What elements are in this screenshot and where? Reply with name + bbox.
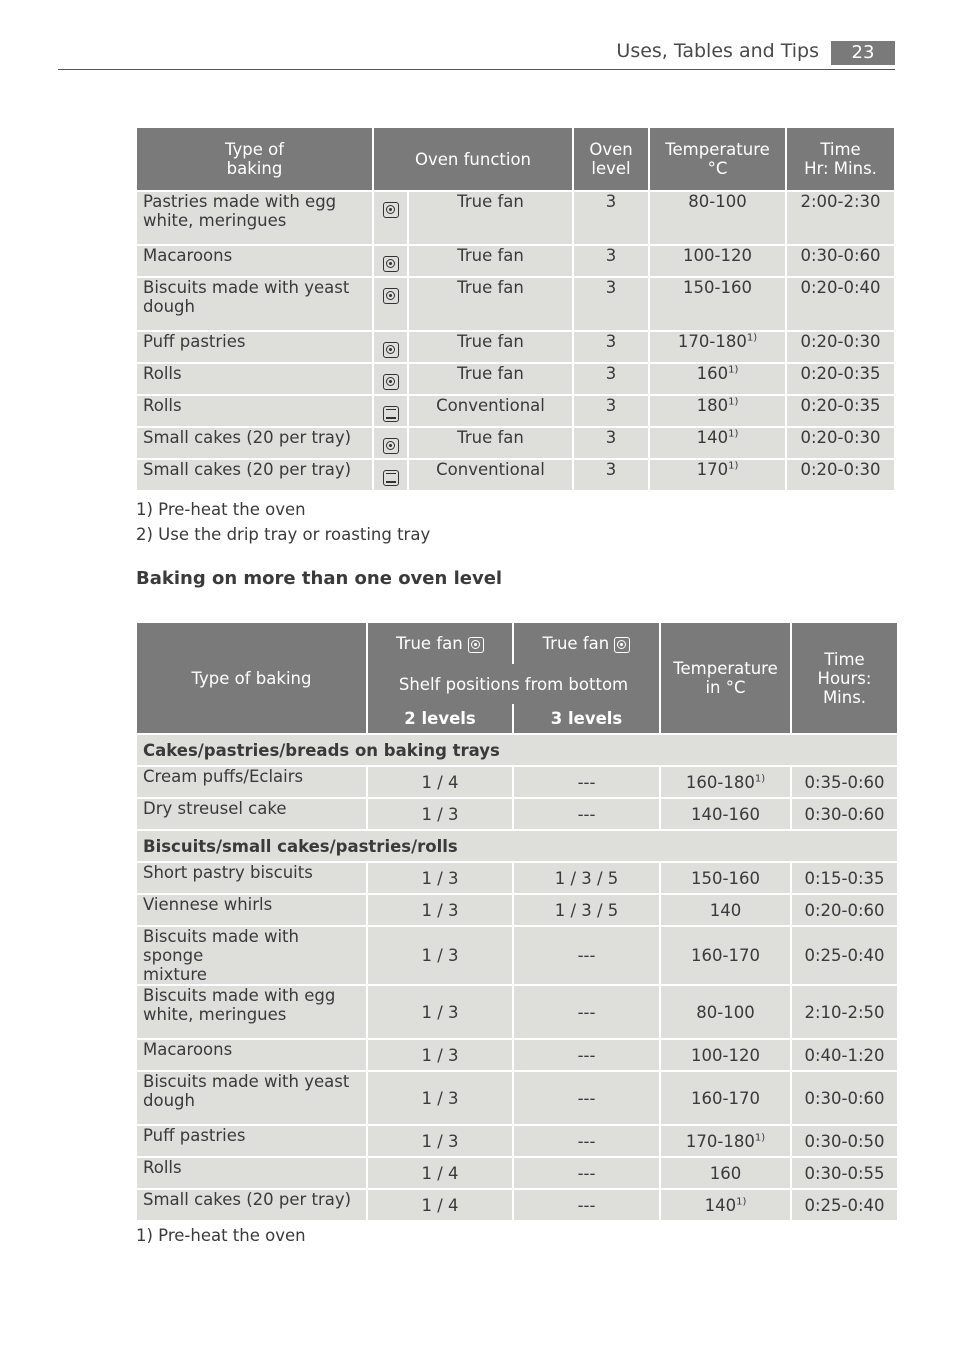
cell-2-levels: 1 / 3 [367,1039,513,1071]
table-row [136,363,895,395]
type-line: Pastries made with egg [143,192,337,211]
type-line: Viennese whirls [143,895,273,914]
table2-footnote-1: 1) Pre-heat the oven [136,1226,306,1245]
type-line: Rolls [143,364,182,383]
temp-value: 100-120 [683,246,752,265]
temp-value: 140 [709,900,742,920]
page-number: 23 [831,41,895,65]
cell-icon [373,363,408,395]
type-line: Rolls [143,1158,182,1177]
cell-function: True fan [408,331,573,363]
cell-temperature [660,798,791,830]
cell-time: 0:25-0:40 [791,926,898,985]
cell-time: 0:30-0:50 [791,1125,898,1157]
cell-3-levels: 1 / 3 / 5 [513,862,660,894]
type-line: Rolls [143,396,182,415]
temp-value: 160 [709,1163,742,1183]
fan-icon [383,288,399,304]
table-row [136,1039,898,1071]
table-row [136,1071,898,1125]
temp-value: 160-170 [691,1088,760,1108]
temp-value: 180 [696,396,729,415]
cell-temperature [660,1125,791,1157]
footnote-marker: 1) [754,773,766,784]
cell-temperature [660,766,791,798]
cell-function: True fan [408,191,573,245]
temp-value: 100-120 [691,1045,760,1065]
footnote-marker: 1) [728,364,739,376]
fan-icon [468,637,484,653]
cell-temperature [660,894,791,926]
cell-level: 3 [573,191,649,245]
type-line: Puff pastries [143,1126,246,1145]
cell-type [136,331,373,363]
table1-footnote-2: 2) Use the drip tray or roasting tray [136,525,431,544]
cell-type [136,1189,367,1221]
table-row [136,427,895,459]
temp-value: 160-180 [685,772,755,792]
type-line: Dry streusel cake [143,799,287,818]
cell-type [136,985,367,1039]
cell-3-levels: --- [513,798,660,830]
cell-level: 3 [573,245,649,277]
footnote-marker: 1) [728,460,739,472]
footnote-marker: 1) [754,1132,766,1143]
cell-type [136,798,367,830]
type-line: mixture [143,965,207,984]
cell-function: True fan [408,245,573,277]
table-row [136,459,895,491]
table-row [136,862,898,894]
cell-icon [373,191,408,245]
type-line: Biscuits made with sponge [143,927,299,965]
table-row [136,1125,898,1157]
cell-time: 0:15-0:35 [791,862,898,894]
cell-2-levels: 1 / 3 [367,894,513,926]
table-row [136,245,895,277]
cell-2-levels: 1 / 4 [367,1157,513,1189]
type-line: Small cakes (20 per tray) [143,1190,352,1209]
type-line: Short pastry biscuits [143,863,313,882]
cell-type [136,1039,367,1071]
cell-2-levels: 1 / 4 [367,1189,513,1221]
cell-3-levels: --- [513,926,660,985]
table-row [136,395,895,427]
cell-temperature [649,245,786,277]
temp-value: 140 [704,1195,737,1215]
type-line: dough [143,297,195,316]
temp-value: 140 [696,428,729,447]
cell-temperature [649,191,786,245]
conventional-icon [383,470,399,486]
type-line: Biscuits made with egg [143,986,336,1005]
cell-time: 0:30-0:60 [786,245,895,277]
col2-3-levels: 3 levels [513,704,660,734]
fan-icon [383,342,399,358]
cell-function: Conventional [408,459,573,491]
col2-true-fan-2: True fan [513,622,660,664]
cell-temperature [660,862,791,894]
cell-type [136,395,373,427]
cell-type [136,245,373,277]
table-row [136,1189,898,1221]
col2-time: Time Hours: Mins. [791,622,898,734]
footnote-marker: 1) [736,1196,747,1207]
cell-3-levels: --- [513,1157,660,1189]
cell-function: True fan [408,277,573,331]
footnote-marker: 1) [728,428,739,440]
type-line: Small cakes (20 per tray) [143,460,352,479]
type-line: Cream puffs/Eclairs [143,767,304,786]
cell-function: True fan [408,363,573,395]
cell-type [136,427,373,459]
cell-time: 0:20-0:30 [786,459,895,491]
cell-temperature [649,459,786,491]
cell-time: 0:30-0:60 [791,1071,898,1125]
type-line: Biscuits made with yeast [143,278,350,297]
type-line: Puff pastries [143,332,246,351]
page-header [58,36,895,70]
cell-time: 0:40-1:20 [791,1039,898,1071]
col-time: Time Hr: Mins. [786,127,895,191]
cell-time: 0:20-0:35 [786,395,895,427]
col2-true-fan-1: True fan [367,622,513,664]
cell-icon [373,427,408,459]
cell-2-levels: 1 / 3 [367,1071,513,1125]
cell-level: 3 [573,459,649,491]
col2-shelf-positions: Shelf positions from bottom [367,664,660,704]
cell-level: 3 [573,363,649,395]
cell-3-levels: 1 / 3 / 5 [513,894,660,926]
col-oven-level: Oven level [573,127,649,191]
cell-type [136,363,373,395]
cell-type [136,277,373,331]
cell-temperature [649,427,786,459]
cell-time: 0:20-0:30 [786,331,895,363]
temp-value: 170-180 [677,332,747,351]
cell-2-levels: 1 / 3 [367,926,513,985]
cell-level: 3 [573,331,649,363]
temp-value: 80-100 [696,1002,755,1022]
cell-type [136,862,367,894]
type-line: white, meringues [143,211,287,230]
conventional-icon [383,406,399,422]
cell-type [136,1157,367,1189]
table-row [136,191,895,245]
cell-3-levels: --- [513,985,660,1039]
col-type-of-baking: Type of baking [136,127,373,191]
table-row [136,926,898,985]
table-row [136,894,898,926]
cell-function: Conventional [408,395,573,427]
cell-icon [373,331,408,363]
group-heading: Biscuits/small cakes/pastries/rolls [136,830,898,862]
fan-icon [383,202,399,218]
temp-value: 160 [696,364,729,383]
cell-temperature [660,1157,791,1189]
fan-icon [383,438,399,454]
table-row [136,766,898,798]
table-row [136,1157,898,1189]
cell-type [136,926,367,985]
cell-type [136,459,373,491]
cell-time: 0:20-0:30 [786,427,895,459]
fan-icon [614,637,630,653]
fan-icon [383,256,399,272]
type-line: Macaroons [143,246,233,265]
cell-temperature [649,277,786,331]
baking-table-multi-level [135,621,899,1222]
table-row [136,331,895,363]
table1-footnote-1: 1) Pre-heat the oven [136,500,306,519]
cell-2-levels: 1 / 3 [367,1125,513,1157]
cell-time: 0:20-0:40 [786,277,895,331]
cell-time: 0:30-0:60 [791,798,898,830]
cell-level: 3 [573,427,649,459]
table1-body [136,191,895,491]
baking-table-single-level [135,126,896,492]
cell-level: 3 [573,395,649,427]
temp-value: 150-160 [691,868,760,888]
header-title: Uses, Tables and Tips [616,40,819,62]
cell-type [136,1071,367,1125]
col2-type-of-baking: Type of baking [136,622,367,734]
cell-icon [373,277,408,331]
cell-time: 0:35-0:60 [791,766,898,798]
cell-function: True fan [408,427,573,459]
cell-icon [373,395,408,427]
group-heading: Cakes/pastries/breads on baking trays [136,734,898,766]
cell-2-levels: 1 / 3 [367,862,513,894]
cell-temperature [649,395,786,427]
col2-2-levels: 2 levels [367,704,513,734]
temp-value: 150-160 [683,278,752,297]
cell-3-levels: --- [513,1071,660,1125]
cell-icon [373,245,408,277]
table-row [136,985,898,1039]
cell-2-levels: 1 / 3 [367,798,513,830]
cell-3-levels: --- [513,1189,660,1221]
cell-temperature [660,926,791,985]
cell-2-levels: 1 / 4 [367,766,513,798]
cell-time: 2:00-2:30 [786,191,895,245]
footnote-marker: 1) [746,332,758,344]
col-temperature: Temperature °C [649,127,786,191]
type-line: dough [143,1091,195,1110]
col-oven-function: Oven function [373,127,573,191]
type-line: Small cakes (20 per tray) [143,428,352,447]
cell-3-levels: --- [513,766,660,798]
cell-time: 0:20-0:35 [786,363,895,395]
cell-type [136,766,367,798]
cell-level: 3 [573,277,649,331]
cell-type [136,1125,367,1157]
cell-temperature [649,363,786,395]
cell-time: 0:30-0:55 [791,1157,898,1189]
cell-3-levels: --- [513,1125,660,1157]
cell-2-levels: 1 / 3 [367,985,513,1039]
temp-value: 170-180 [685,1131,755,1151]
cell-type [136,191,373,245]
cell-temperature [649,331,786,363]
cell-3-levels: --- [513,1039,660,1071]
cell-time: 0:20-0:60 [791,894,898,926]
table-row [136,798,898,830]
type-line: Macaroons [143,1040,233,1059]
section-title: Baking on more than one oven level [136,568,503,589]
col2-temperature: Temperature in °C [660,622,791,734]
group-row [136,734,898,766]
group-row [136,830,898,862]
footnote-marker: 1) [728,396,739,408]
cell-temperature [660,1189,791,1221]
temp-value: 140-160 [691,804,760,824]
type-line: Biscuits made with yeast [143,1072,350,1091]
temp-value: 160-170 [691,946,760,965]
cell-time: 0:25-0:40 [791,1189,898,1221]
table2-body [136,734,898,1221]
cell-type [136,894,367,926]
cell-time: 2:10-2:50 [791,985,898,1039]
cell-temperature [660,1039,791,1071]
cell-icon [373,459,408,491]
temp-value: 170 [696,460,729,479]
cell-temperature [660,985,791,1039]
temp-value: 80-100 [688,192,747,211]
fan-icon [383,374,399,390]
table-row [136,277,895,331]
cell-temperature [660,1071,791,1125]
type-line: white, meringues [143,1005,287,1024]
